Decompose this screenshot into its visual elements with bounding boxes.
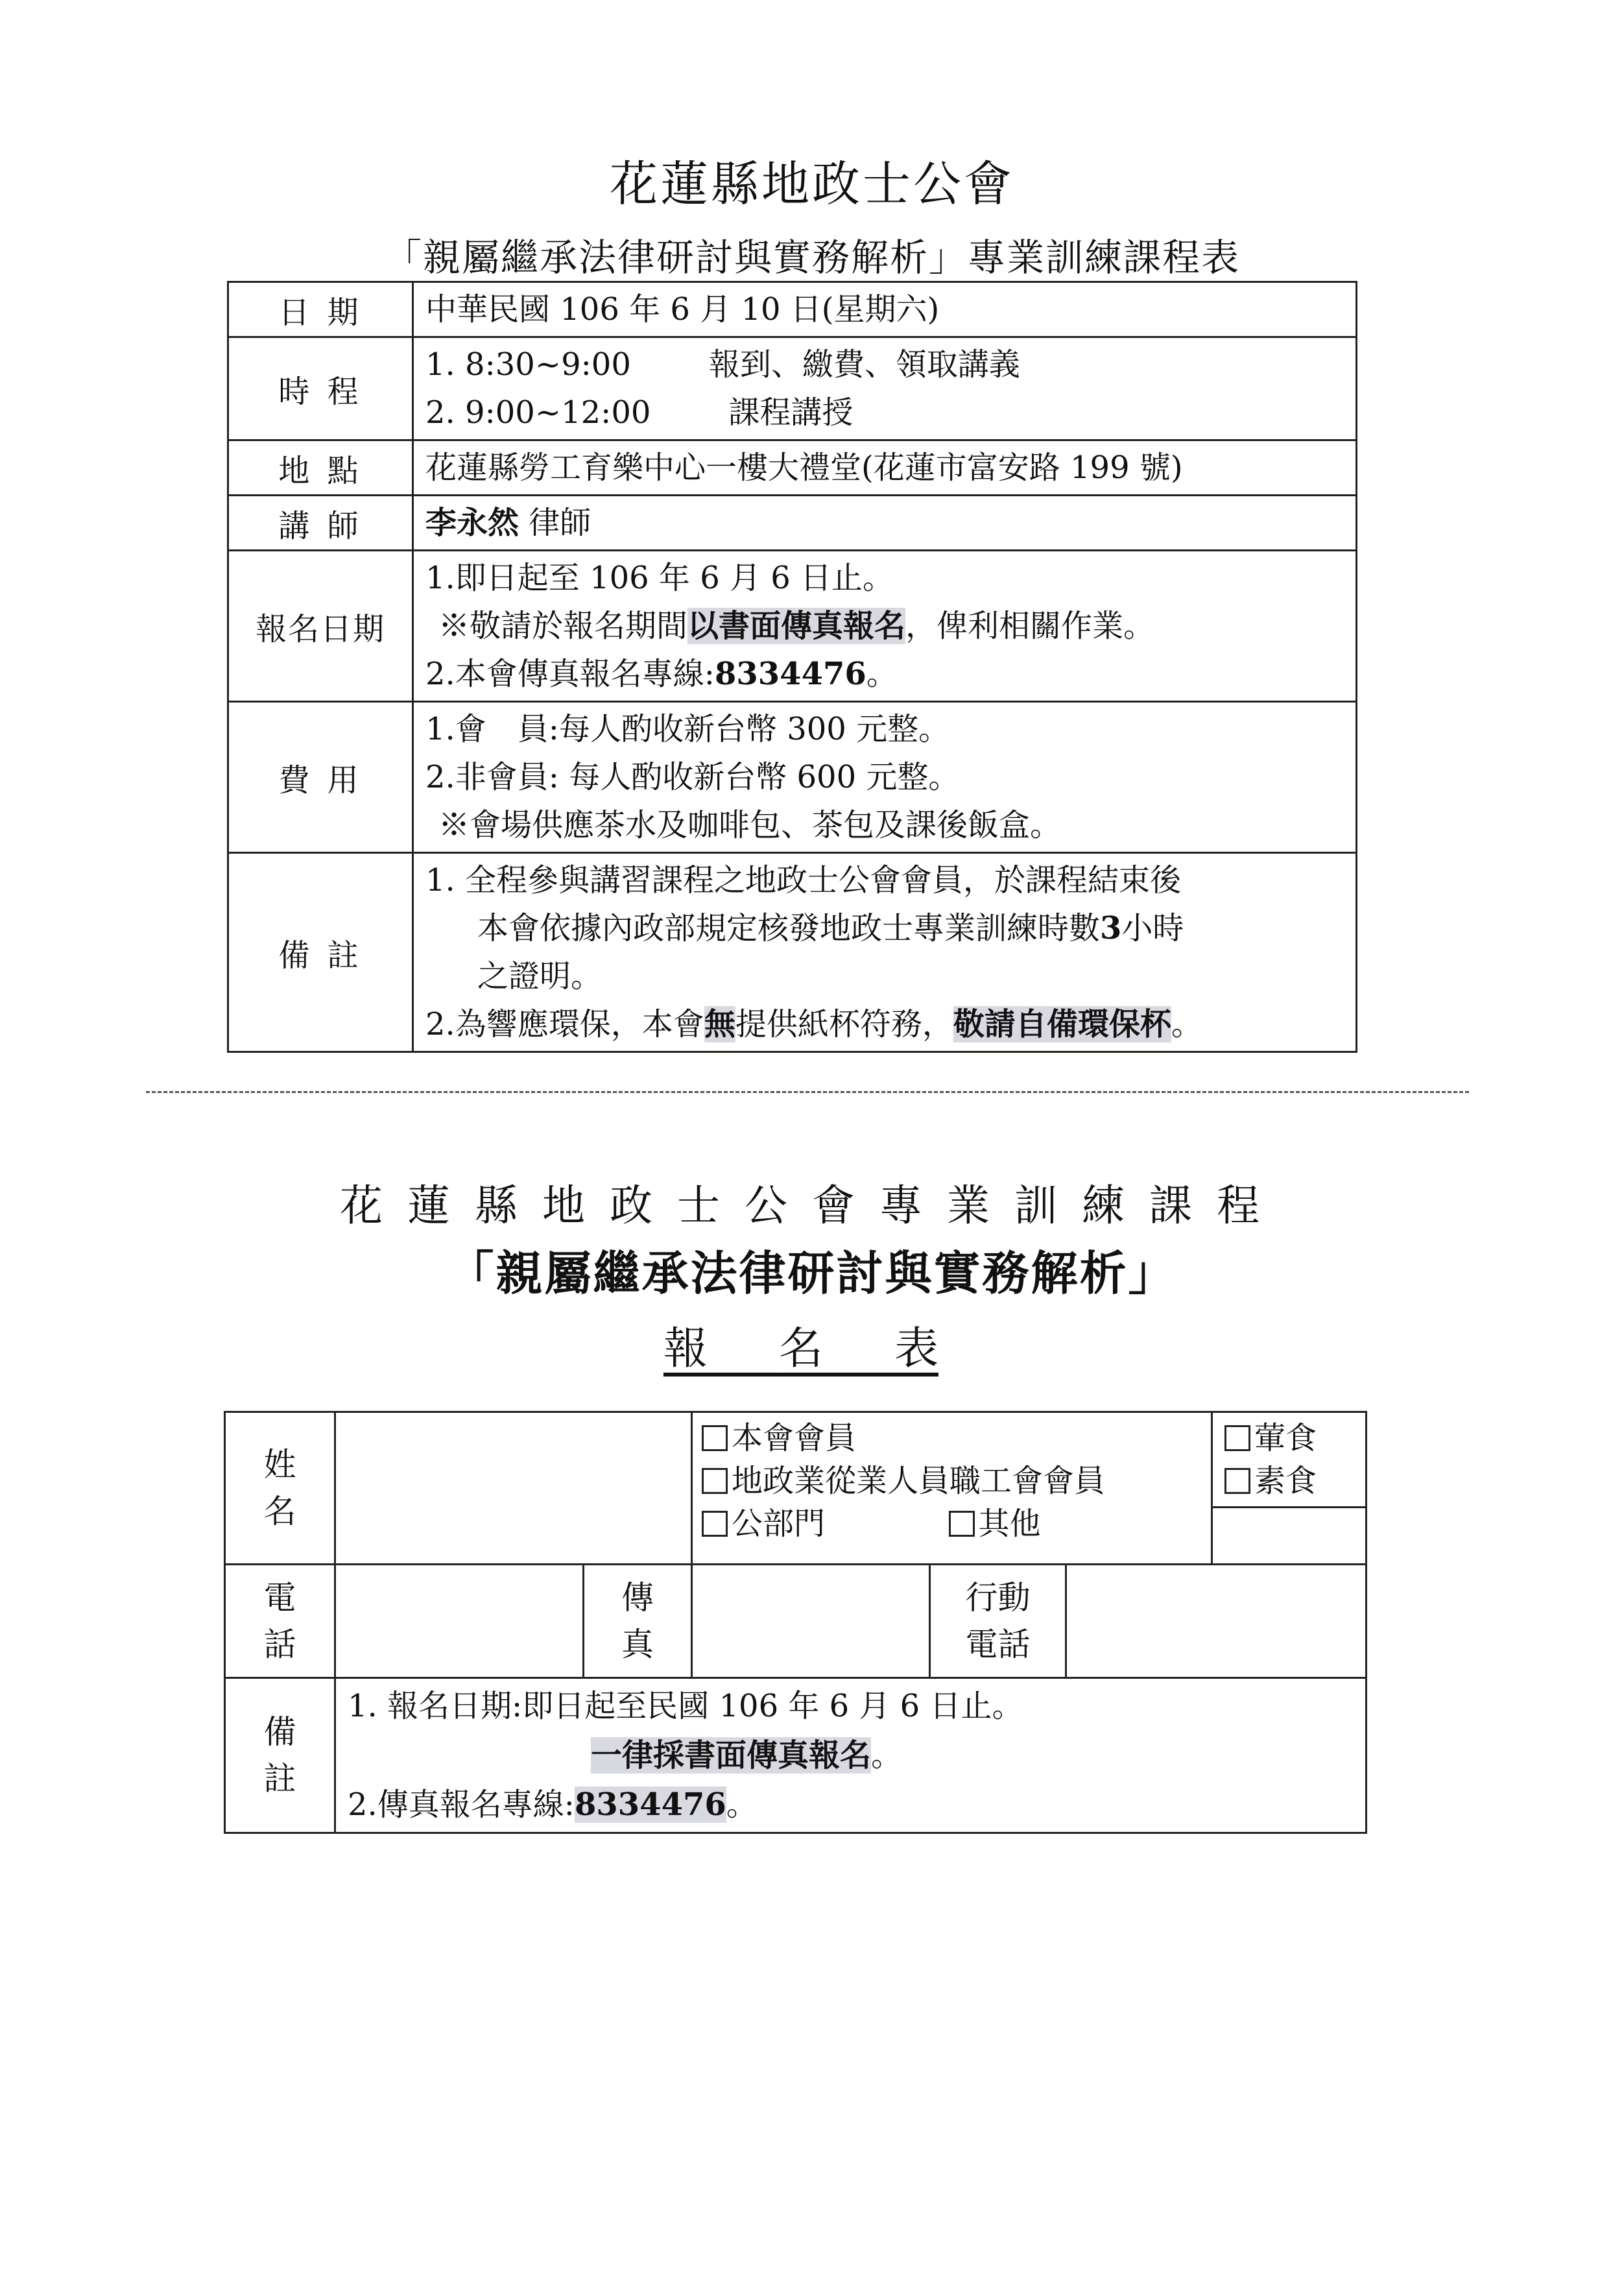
date-label: 日 期 bbox=[228, 282, 413, 337]
phone-label bbox=[225, 1565, 335, 1678]
mobile-label bbox=[930, 1565, 1066, 1678]
schedule-row-date bbox=[228, 282, 1357, 337]
member-option-label: 公部門 bbox=[732, 1506, 826, 1542]
phone-input-cell[interactable] bbox=[335, 1565, 584, 1678]
meal-cell bbox=[1213, 1413, 1365, 1563]
time-range: 1. 8:30~9:00 bbox=[425, 346, 631, 383]
form-course-title: 「親屬繼承法律研討與實務解析」 bbox=[447, 1245, 1177, 1301]
teacher-value bbox=[413, 496, 1357, 551]
remark-highlight: 無 bbox=[704, 1006, 735, 1042]
time-item bbox=[425, 389, 1344, 437]
schedule-row-fee bbox=[228, 702, 1357, 853]
mobile-label-line: 行動 bbox=[965, 1579, 1031, 1617]
form-title-char: 名 bbox=[778, 1323, 894, 1375]
time-range: 2. 9:00~12:00 bbox=[425, 394, 651, 431]
remark-line bbox=[425, 1000, 1344, 1048]
remark-line: 之證明。 bbox=[477, 958, 603, 994]
member-option-label: 本會會員 bbox=[732, 1420, 857, 1456]
signup-line: 1.即日起至 106 年 6 月 6 日止。 bbox=[425, 560, 894, 596]
signup-note-text: ※敬請於報名期間 bbox=[438, 608, 688, 644]
org-title: 花蓮縣地政士公會 bbox=[610, 156, 1014, 212]
form-note-line bbox=[348, 1780, 1354, 1829]
form-title bbox=[623, 1314, 979, 1377]
fax-label bbox=[584, 1565, 692, 1678]
form-fax-number: 8334476 bbox=[574, 1786, 726, 1823]
fax-label-char: 真 bbox=[621, 1626, 654, 1663]
fax-input-cell[interactable] bbox=[692, 1565, 930, 1678]
remark-line bbox=[425, 904, 1344, 952]
form-row-name bbox=[225, 1412, 1367, 1565]
signup-fax-text: 。 bbox=[866, 656, 898, 692]
signup-line bbox=[425, 602, 1344, 650]
schedule-row-signup bbox=[228, 551, 1357, 702]
form-note-text: 。 bbox=[871, 1737, 903, 1774]
signup-value bbox=[413, 551, 1357, 702]
member-option[interactable] bbox=[949, 1506, 1041, 1542]
meal-option[interactable] bbox=[1224, 1460, 1354, 1502]
signup-fax-text: 2.本會傳真報名專線: bbox=[425, 656, 715, 692]
remark-value bbox=[413, 853, 1357, 1052]
name-label bbox=[225, 1412, 335, 1565]
form-remark-label-char: 註 bbox=[263, 1760, 296, 1798]
remark-line: 1. 全程參與講習課程之地政士公會會員，於課程結束後 bbox=[425, 862, 1182, 898]
remark-highlight: 敬請自備環保杯 bbox=[953, 1006, 1171, 1042]
teacher-title: 律師 bbox=[529, 505, 591, 541]
form-title-char: 報 bbox=[663, 1323, 779, 1375]
time-desc: 報到、繳費、領取講義 bbox=[708, 346, 1020, 383]
teacher-label: 講 師 bbox=[228, 496, 413, 551]
schedule-row-place bbox=[228, 440, 1357, 496]
remark-label: 備 註 bbox=[228, 853, 413, 1052]
membership-cell bbox=[692, 1412, 1367, 1565]
form-note-text: 。 bbox=[726, 1786, 758, 1823]
form-row-remark bbox=[225, 1678, 1367, 1833]
meal-options bbox=[1213, 1413, 1365, 1508]
member-option-label: 地政業從業人員職工會會員 bbox=[732, 1463, 1106, 1499]
remark-hours: 3 bbox=[1100, 910, 1122, 946]
checkbox-icon[interactable] bbox=[702, 1425, 728, 1451]
signup-highlight: 以書面傳真報名 bbox=[687, 608, 906, 644]
meal-option-label: 素食 bbox=[1254, 1463, 1317, 1499]
remark-text: 提供紙杯符務， bbox=[735, 1006, 953, 1042]
form-remark-label bbox=[225, 1678, 335, 1833]
phone-label-char: 話 bbox=[263, 1626, 296, 1663]
time-label: 時 程 bbox=[228, 337, 413, 440]
fee-value bbox=[413, 702, 1357, 853]
member-option[interactable] bbox=[702, 1460, 1202, 1502]
fee-line: ※會場供應茶水及咖啡包、茶包及課後飯盒。 bbox=[438, 807, 1062, 843]
place-value: 花蓮縣勞工育樂中心一樓大禮堂(花蓮市富安路 199 號) bbox=[413, 440, 1357, 496]
checkbox-icon[interactable] bbox=[702, 1468, 728, 1494]
meal-option-label: 葷食 bbox=[1254, 1420, 1317, 1456]
fee-label: 費 用 bbox=[228, 702, 413, 853]
meal-option[interactable] bbox=[1224, 1417, 1354, 1460]
signup-note-text: ，俾利相關作業。 bbox=[905, 608, 1155, 644]
phone-label-char: 電 bbox=[263, 1579, 296, 1617]
remark-text: 。 bbox=[1171, 1006, 1202, 1042]
checkbox-icon[interactable] bbox=[702, 1511, 728, 1537]
schedule-row-teacher bbox=[228, 496, 1357, 551]
form-title-char: 表 bbox=[894, 1323, 939, 1375]
course-schedule-title: 「親屬繼承法律研討與實務解析」專業訓練課程表 bbox=[383, 235, 1240, 280]
member-option[interactable] bbox=[702, 1506, 825, 1542]
schedule-table bbox=[227, 281, 1357, 1053]
place-label: 地 點 bbox=[228, 440, 413, 496]
name-label-char: 姓 bbox=[263, 1446, 296, 1484]
member-option-row bbox=[702, 1502, 1202, 1545]
form-note-text: 2.傳真報名專線: bbox=[348, 1786, 575, 1823]
date-value: 中華民國 106 年 6 月 10 日(星期六) bbox=[413, 282, 1357, 337]
time-value bbox=[413, 337, 1357, 440]
signup-label: 報名日期 bbox=[228, 551, 413, 702]
form-note-highlight: 一律採書面傳真報名 bbox=[591, 1737, 872, 1774]
membership-options bbox=[693, 1413, 1213, 1563]
name-input-cell[interactable] bbox=[335, 1412, 692, 1565]
checkbox-icon[interactable] bbox=[949, 1511, 975, 1537]
form-notes bbox=[335, 1678, 1367, 1833]
cut-line-divider bbox=[146, 1091, 1469, 1093]
member-option-label: 其他 bbox=[978, 1506, 1041, 1542]
remark-text: 本會依據內政部規定核發地政士專業訓練時數 bbox=[477, 910, 1101, 946]
form-org-title: 花蓮縣地政士公會專業訓練課程 bbox=[340, 1181, 1284, 1231]
schedule-row-time bbox=[228, 337, 1357, 440]
form-note-line bbox=[348, 1731, 1354, 1780]
fee-line: 2.非會員: 每人酌收新台幣 600 元整。 bbox=[425, 759, 960, 795]
form-note-line: 1. 報名日期:即日起至民國 106 年 6 月 6 日止。 bbox=[348, 1688, 1023, 1724]
member-option[interactable] bbox=[702, 1417, 1202, 1460]
time-desc: 課程講授 bbox=[728, 394, 854, 431]
fax-label-char: 傳 bbox=[621, 1579, 654, 1617]
mobile-label-line: 電話 bbox=[965, 1626, 1031, 1663]
time-item bbox=[425, 341, 1344, 389]
fee-line: 1.會 員:每人酌收新台幣 300 元整。 bbox=[425, 711, 950, 747]
checkbox-icon[interactable] bbox=[1224, 1468, 1250, 1494]
checkbox-icon[interactable] bbox=[1224, 1425, 1250, 1451]
schedule-row-remark bbox=[228, 853, 1357, 1052]
mobile-input-cell[interactable] bbox=[1066, 1565, 1367, 1678]
teacher-name: 李永然 bbox=[425, 505, 519, 541]
name-label-char: 名 bbox=[263, 1493, 296, 1530]
form-remark-label-char: 備 bbox=[263, 1713, 296, 1751]
form-row-contact bbox=[225, 1565, 1367, 1678]
signup-fax-number: 8334476 bbox=[714, 656, 866, 692]
remark-text: 2.為響應環保，本會 bbox=[425, 1006, 704, 1042]
remark-text: 小時 bbox=[1121, 910, 1184, 946]
registration-form-table bbox=[224, 1411, 1367, 1834]
signup-line bbox=[425, 650, 1344, 698]
